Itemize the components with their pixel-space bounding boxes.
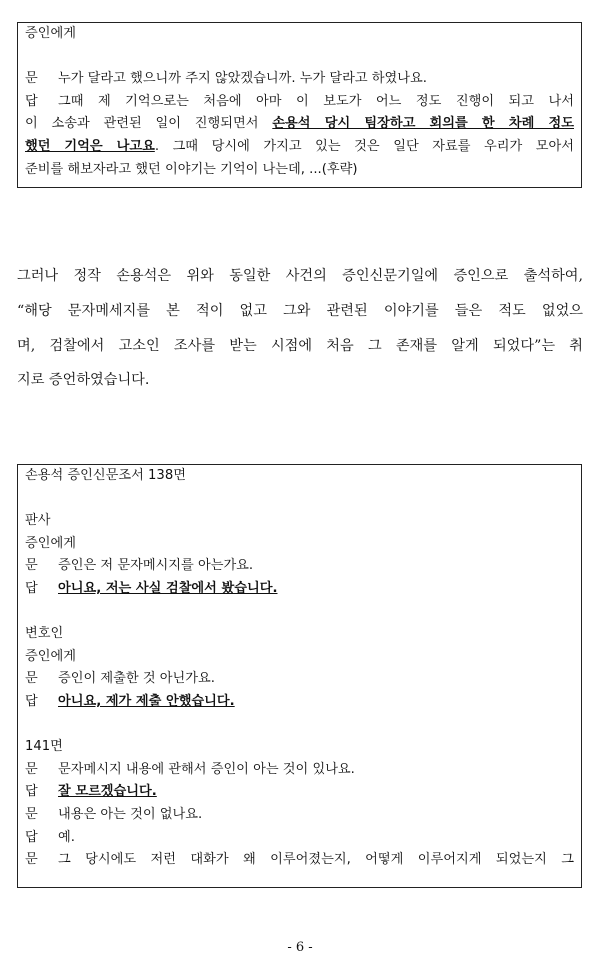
text-line: 손용석 증인신문조서 138면 — [25, 468, 186, 483]
text-segment: 증인이 제출한 것 아닌가요. — [58, 671, 215, 687]
blank-line — [25, 488, 574, 511]
qa-line — [25, 849, 574, 872]
text-segment: 이 소송과 관련된 일이 진행되면서 — [25, 116, 273, 132]
qa-label: 답 — [25, 829, 38, 845]
text-line — [25, 159, 574, 182]
qa-label: 답 — [25, 784, 38, 800]
blank-line — [25, 46, 574, 69]
qa-line — [25, 578, 574, 601]
blank-line — [25, 601, 574, 624]
qa-line — [25, 781, 574, 804]
text-line: 판사 — [25, 513, 51, 529]
text-segment: 준비를 해보자라고 했던 이야기는 기억이 나는데, ...(후략) — [25, 161, 358, 177]
text-line: 변호인 — [25, 626, 64, 642]
qa-label: 문 — [25, 558, 38, 574]
qa-label: 답 — [25, 93, 38, 109]
page-number: - 6 - — [287, 940, 313, 955]
text-segment: 예. — [58, 829, 75, 845]
text-segment: 증인은 저 문자메시지를 아는가요. — [58, 558, 254, 574]
qa-line — [25, 555, 574, 578]
emphasized-text: 잘 모르겠습니다. — [58, 784, 157, 800]
emphasized-text: 했던 기억은 나고요 — [25, 138, 155, 154]
qa-line — [25, 759, 574, 782]
text-segment: 누가 달라고 했으니까 주지 않았겠습니까. 누가 달라고 하였나요. — [58, 71, 427, 87]
text-line: 증인에게 — [25, 26, 76, 41]
text-line — [25, 136, 574, 159]
paragraph-line: 지로 증언하였습니다. — [17, 372, 150, 389]
qa-label: 문 — [25, 71, 38, 87]
qa-line — [25, 668, 574, 691]
testimony-excerpt-box-2 — [17, 464, 582, 888]
text-segment: 그때 제 기억으로는 처음에 아마 이 보도가 어느 정도 진행이 되고 나서 — [58, 93, 574, 109]
emphasized-text: 아니요, 저는 사실 검찰에서 봤습니다. — [58, 580, 278, 596]
text-segment: 그 당시에도 저런 대화가 왜 이루어졌는지, 어떻게 이루어지게 되었는지 그 — [58, 852, 574, 868]
testimony-excerpt-box-1 — [17, 22, 582, 188]
qa-line — [25, 691, 574, 714]
qa-line — [25, 804, 574, 827]
text-segment: . 그때 당시에 가지고 있는 것은 일단 자료를 우리가 모아서 — [154, 138, 574, 154]
text-line: 141면 — [25, 739, 63, 755]
paragraph-line: 그러나 정작 손용석은 위와 동일한 사건의 증인신문기일에 증인으로 출석하여, — [17, 268, 583, 284]
qa-label: 답 — [25, 693, 38, 709]
qa-label: 문 — [25, 806, 38, 822]
qa-label: 문 — [25, 761, 38, 777]
paragraph-line: 며, 검찰에서 고소인 조사를 받는 시점에 처음 그 존재를 알게 되었다”는 취 — [17, 337, 583, 354]
text-segment: 내용은 아는 것이 없나요. — [58, 806, 203, 822]
qa-line — [25, 91, 574, 114]
emphasized-text: 손용석 당시 팀장하고 회의를 한 차례 정도 — [272, 116, 574, 132]
qa-label: 답 — [25, 580, 38, 596]
qa-label: 문 — [25, 852, 38, 868]
qa-line — [25, 827, 574, 850]
text-segment: 문자메시지 내용에 관해서 증인이 아는 것이 있나요. — [58, 761, 355, 777]
emphasized-text: 아니요, 제가 제출 안했습니다. — [58, 693, 235, 709]
text-line: 증인에게 — [25, 535, 76, 551]
qa-label: 문 — [25, 671, 38, 687]
text-line — [25, 113, 574, 136]
paragraph-line: “해당 문자메세지를 본 적이 없고 그와 관련된 이야기를 들은 적도 없었으 — [17, 302, 583, 319]
body-paragraph — [17, 259, 583, 398]
blank-line — [25, 714, 574, 737]
text-line: 증인에게 — [25, 648, 76, 664]
qa-line — [25, 68, 574, 91]
